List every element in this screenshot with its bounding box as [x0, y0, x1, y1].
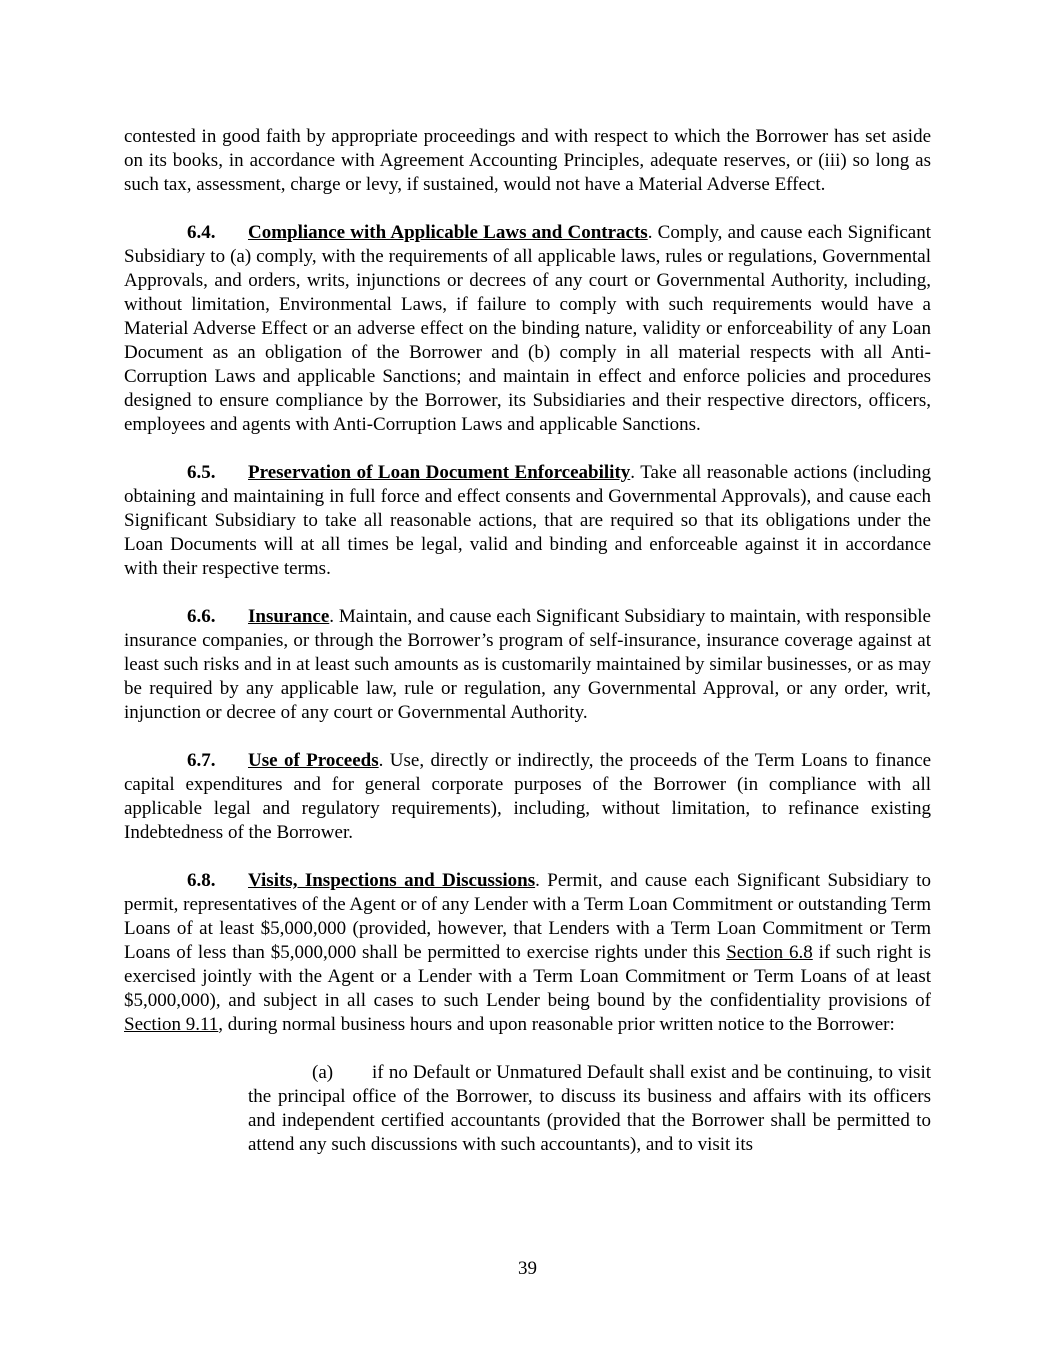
section-body: . Permit, and cause each Significant Subsidiary to permit, representatives of the Agent or of any Lender with a Term Loan Commitment or outstanding Term Loans of at least $5,000,000 (provided, however, that Lenders with a Term Loan Commitment or Term Loans of less than $5,000,000 shall be permitted to exercise rights under this [124, 870, 931, 963]
section-body: . Take all reasonable actions (including obtaining and maintaining in full force and effect consents and Governmental Approvals), and cause each Significant Subsidiary to take all reasonable actions, that are required so that its obligations under the Loan Documents will at all times be legal, valid and binding and enforceable against it in accordance with their respective terms. [124, 462, 931, 579]
section-body: . Use, directly or indirectly, the proceeds of the Term Loans to finance capital expenditures and for general corporate purposes of the Borrower (in compliance with all applicable legal and regulatory requirements), including, without limitation, to refinance existing Indebtedness of the Borrower. [124, 750, 932, 843]
section-reference-link: Section 9.11 [124, 1014, 219, 1035]
section-6-7 [124, 749, 931, 845]
section-title: Insurance [248, 606, 330, 627]
section-body: . Maintain, and cause each Significant Subsidiary to maintain, with responsible insurance companies, or through the Borrower’s program of self-insurance, insurance coverage against at least such risks and in at least such amounts as is customarily maintained by similar businesses, or as may be required by any applicable law, rule or regulation, any Governmental Approval, or any order, writ, injunction or decree of any court or Governmental Authority. [124, 606, 931, 723]
section-number: 6.5. [187, 462, 216, 483]
section-6-5 [124, 461, 931, 581]
section-title: Compliance with Applicable Laws and Contracts [248, 222, 648, 243]
page-number: 39 [518, 1258, 537, 1279]
subsection-body: if no Default or Unmatured Default shall exist and be continuing, to visit the principal office of the Borrower, to discuss its business and affairs with its officers and independent certified accountants (provided that the Borrower shall be permitted to attend any such discussions with such accountants), and to visit its [248, 1062, 931, 1155]
section-6-6 [124, 605, 931, 725]
subsection-label: (a) [312, 1062, 334, 1083]
continued-paragraph: contested in good faith by appropriate proceedings and with respect to which the Borrower has set aside on its books, in accordance with Agreement Accounting Principles, adequate reserves, or (iii) so long as such tax, assessment, charge or levy, if sustained, would not have a Material Adverse Effect. [124, 126, 931, 195]
section-title: Visits, Inspections and Discussions [248, 870, 536, 891]
section-6-4 [124, 221, 931, 437]
section-number: 6.6. [187, 606, 216, 627]
document-page [124, 125, 931, 1157]
section-body: . Comply, and cause each Significant Subsidiary to (a) comply, with the requirements of all applicable laws, rules or regulations, Governmental Approvals, and orders, writs, injunctions or decrees of any court or Governmental Authority, including, without limitation, Environmental Laws, if failure to comply with such requirements would have a Material Adverse Effect or an adverse effect on the binding nature, validity or enforceability of any Loan Document as an obligation of the Borrower and (b) comply in all material respects with all Anti-Corruption Laws and applicable Sanctions; and maintain in effect and enforce policies and procedures designed to ensure compliance by the Borrower, its Subsidiaries and their respective directors, officers, employees and agents with Anti-Corruption Laws and applicable Sanctions. [124, 222, 931, 435]
section-number: 6.7. [187, 750, 216, 771]
section-number: 6.4. [187, 222, 216, 243]
section-title: Preservation of Loan Document Enforceability [248, 462, 631, 483]
subsection-a [248, 1061, 931, 1157]
section-body: if such right is exercised jointly with the Agent or a Lender with a Term Loan Commitment or Term Loans of at least $5,000,000), and subject in all cases to such Lender being bound by the confidentiality provisions of [124, 942, 931, 1011]
section-body: , during normal business hours and upon reasonable prior written notice to the Borrower: [218, 1014, 895, 1035]
section-6-8 [124, 869, 931, 1037]
section-number: 6.8. [187, 870, 216, 891]
section-reference-link: Section 6.8 [726, 942, 813, 963]
section-title: Use of Proceeds [248, 750, 379, 771]
